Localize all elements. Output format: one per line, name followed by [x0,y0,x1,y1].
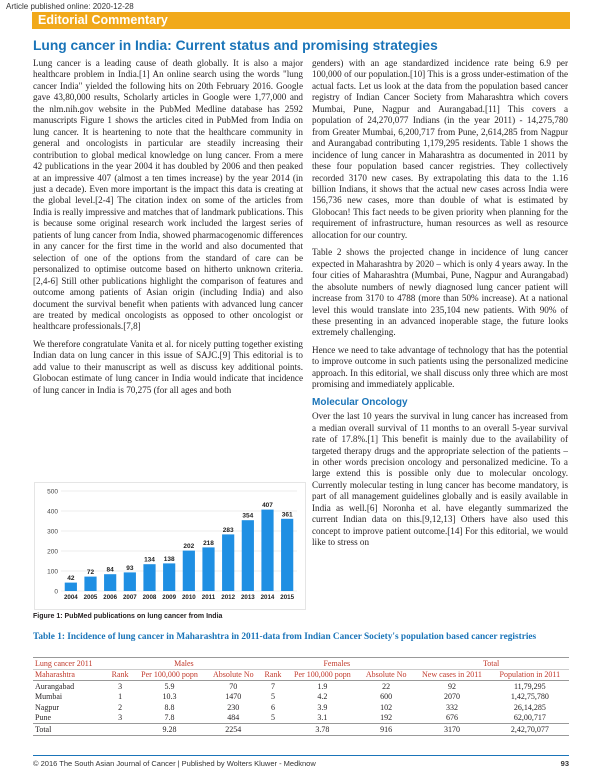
data-label: 354 [242,512,254,520]
table-cell: Total [33,724,107,736]
section-banner [32,12,570,29]
column-header-cell: Rank [107,669,132,681]
y-tick-label: 400 [47,508,58,516]
table-cell: 3 [118,713,123,723]
table-cell: 62,00,717 [513,713,546,723]
left-paragraph-1: Lung cancer is a leading cause of death globally. It is also a major healthcare problem in India.[1] An online search using the words "lung cancer India" yielded the following hits on 20th February 2016. Google gave 43,80,000 results, Scholarly articles in Google were 1,77,000 and the nlm.nih.gov website in the PubMed Medline database has 2592 manuscripts Figure 1 shows the articles cited in PubMed from India on lung cancer. It is heartening to note that the healthcare community in general and oncologists in particular are steadily increasing their contribution to global medical knowledge on lung cancer. From a mere 42 publications in the year 2004 it has doubled by 2006 and then peaked at an impressive 407 (almost a ten times increase) by the year 2014 (in just a decade). Even more important is the impact this data is creating at the global level.[2-4] The citation index on some of the articles from India is really impressive and matches that of landmark publications. This is because some original research work included the largest series of patients of lung cancer from India, showed pharmacogenomic differences in any cancer for the first time in the world and also documented that selection of one of the options from the standard of care can be personalized to optimise outcome based on hitherto unknown criteria.[2,4-6] Still other publications highlight the comparison of features and outcome among patients of Asian origin (including India) and also document the survival benefit when patients with advanced lung cancer are treated by medical oncologists as opposed to other oncologist or healthcare professionals.[7,8] [33,58,303,332]
table-cell: 7.8 [164,713,175,723]
table-cell: 4.2 [317,692,328,702]
data-label: 84 [106,566,114,574]
bar [65,583,77,591]
x-tick-label: 2013 [240,594,255,601]
table-cell: 70 [229,681,238,691]
table-group-header [33,658,569,670]
table-cell: 8.8 [164,702,175,712]
table-row [33,692,569,703]
table-cell: 5.9 [164,681,175,691]
publication-date-line: Article published online: 2020-12-28 [6,2,134,11]
bar [143,564,155,591]
table-cell: 7 [270,681,275,691]
y-tick-label: 100 [47,568,58,576]
y-tick-label: 300 [47,528,58,536]
group-header-cell: Females [260,658,413,670]
table-cell: 3.1 [317,713,328,723]
bar [124,572,136,591]
column-header-cell: Population in 2011 [491,669,569,681]
x-tick-label: 2005 [83,594,98,601]
x-tick-label: 2014 [260,594,275,601]
x-tick-label: 2015 [280,594,295,601]
table-cell: 3.9 [317,702,328,712]
column-header-cell: Per 100,000 popn [133,669,206,681]
data-label: 134 [144,556,155,564]
table-cell: 6 [270,702,275,712]
group-header-cell: Males [107,658,260,670]
bar [202,547,214,591]
bar [222,534,234,591]
page-number: 93 [560,759,569,768]
incidence-table [33,657,569,736]
table-row [33,702,569,713]
bar-chart [35,483,305,609]
data-label: 138 [163,555,175,563]
table-cell: 916 [359,724,413,736]
x-tick-label: 2009 [162,594,177,601]
table-cell: 1470 [225,692,242,702]
column-header-cell: Absolute No [359,669,413,681]
table-cell [107,724,132,736]
table-cell: 11,79,295 [513,681,546,691]
y-tick-label: 500 [47,488,58,496]
banner-label: Editorial Commentary [38,13,168,27]
table-cell: 2 [118,702,123,712]
x-tick-label: 2012 [221,594,236,601]
data-label: 218 [203,539,214,547]
column-header-cell: New cases in 2011 [413,669,490,681]
table-row [33,713,569,724]
table-cell: 5 [270,713,275,723]
table-cell: 9.28 [133,724,206,736]
y-tick-label: 0 [54,588,58,596]
x-tick-label: 2010 [181,594,196,601]
group-header-cell: Lung cancer 2011 [33,658,107,670]
column-header-cell: Maharashtra [33,669,107,681]
table-cell: 3 [118,681,123,691]
footer-copyright: © 2016 The South Asian Journal of Cancer | Published by Wolters Kluwer - Medknow [33,759,316,768]
table-cell: 92 [447,681,456,691]
x-tick-label: 2006 [103,594,118,601]
table-cell: 1 [118,692,123,702]
right-column [312,58,568,555]
bar [163,563,175,591]
footer [33,759,569,768]
table-cell: 22 [382,681,391,691]
left-column [33,58,303,402]
bar [104,574,116,591]
data-label: 361 [281,511,293,519]
table-cell: Pune [35,713,51,723]
bar [281,519,293,591]
article-title: Lung cancer in India: Current status and promising strategies [33,38,438,53]
table-cell: Aurangabad [35,681,75,691]
table-cell: 1.9 [317,681,328,691]
data-label: 283 [222,526,234,534]
column-header-cell: Absolute No [206,669,260,681]
table-cell: 230 [227,702,240,712]
section-heading: Molecular Oncology [312,396,408,408]
column-header-cell: Rank [260,669,285,681]
table-cell: 5 [270,692,275,702]
table-cell: 1,42,75,780 [510,692,549,702]
table-row [33,681,569,692]
table-cell: Nagpur [35,702,59,712]
bar [84,577,96,591]
bar [261,510,273,591]
table-cell: 3170 [413,724,490,736]
left-paragraph-2: We therefore congratulate Vanita et al. for nicely putting together existing Indian data on lung cancer in this issue of SAJC.[9] This editorial is to add value to their manuscript as well as discuss key additional points. Globocan estimate of lung cancer in India would indicate that incidence of lung cancer in India is 70,275 (for all ages and both [33,338,303,395]
table-cell: 2254 [206,724,260,736]
table-row [33,724,569,736]
right-paragraph-3: Hence we need to take advantage of technology that has the potential to improve outcome in such patients using the personalized medicine approach. In this editorial, we shall discuss only three which are most promising and immediately applicable. [312,344,568,390]
right-paragraph-2: Table 2 shows the projected change in incidence of lung cancer expected in Maharashtra by 2020 – which is only 4 years away. In the four cities of Maharashtra (Mumbai, Pune, Nagpur and Aurangabad) the absolute numbers of newly diagnosed lung cancer patient will increase from 3170 to 4788 (more than 50% increase). At a national level this would translate into 235,104 new patients. With 90% of these presenting in an advanced inoperable stage, the future looks extremely challenging. [312,247,568,338]
table-cell: 3.78 [286,724,359,736]
table-cell: 10.3 [162,692,177,702]
data-label: 93 [126,564,134,572]
table-cell: 676 [445,713,458,723]
table-cell: Mumbai [35,692,63,702]
data-label: 42 [67,575,75,583]
x-tick-label: 2007 [122,594,137,601]
right-paragraph-1: genders) with an age standardized incidence rate being 6.9 per 100,000 of our population.[10] This is a gross under-estimation of the actual facts. Let us look at the data from the population based cancer registry of Indian Cancer Society from Maharashtra which covers Mumbai, Pune, Nagpur and Aurangabad.[11] This covers a population of 24,270,077 Indians (in the year 2011) - 14,275,780 from Greater Mumbai, 6,200,717 from Pune, 2,614,285 from Nagpur and Aurangabad contributing 1,179,295 residents. Table 1 shows the incidence of lung cancer in Maharashtra as documented in 2011 by these four population based cancer registries. They collectively recorded 3170 new cases. By extrapolating this data to the 1.16 billion Indians, it shows that the actual new cases across India were 156,736 new cases, more than double of what is estimated by Globocan! This fact needs to be given priority when planning for the requirement of infrastructure, human resources as well as resource allocation for our country. [312,58,568,240]
data-label: 407 [262,502,273,510]
group-header-cell: Total [413,658,569,670]
table-cell [260,724,285,736]
right-paragraph-4: Over the last 10 years the survival in lung cancer has increased from a median overall survival of 11 months to an overall 5-year survival rate of 17.8%.[1] This benefit is mainly due to the availability of targeted therapy drugs and the appropriate selection of the patients – in other words precision oncology and personalized medicine. To a large extend this is possible only due to molecular oncology. Currently molecular testing in lung cancer has become mandatory, is part of all management guidelines globally and is easily available in India as well.[6] Noronha et al. have elegantly summarized the current Indian data on this.[9,12,13] Others have also used this concept to improve patient outcome.[14] For this editorial, we would like to stress on [312,411,568,548]
bar [242,520,254,591]
figure-caption: Figure 1: PubMed publications on lung cancer from India [33,613,223,620]
x-tick-label: 2008 [142,594,157,601]
table-cell: 484 [227,713,240,723]
y-tick-label: 200 [47,548,58,556]
table-cell: 102 [380,702,393,712]
table-cell: 26,14,285 [513,702,546,712]
table-title: Table 1: Incidence of lung cancer in Maharashtra in 2011-data from Indian Cancer Society's population based cancer registries [33,632,537,642]
x-tick-label: 2004 [63,594,78,601]
table-column-header [33,669,569,681]
table-cell: 332 [445,702,458,712]
footer-rule [33,755,569,756]
bar [183,551,195,591]
table-cell: 2,42,70,077 [491,724,569,736]
figure-1-chart [34,482,306,610]
column-header-cell: Per 100,000 popn [286,669,359,681]
x-tick-label: 2011 [201,594,216,601]
data-label: 202 [183,543,195,551]
table-cell: 2070 [443,692,460,702]
table-cell: 192 [380,713,393,723]
data-label: 72 [86,569,95,577]
table-cell: 600 [380,692,393,702]
